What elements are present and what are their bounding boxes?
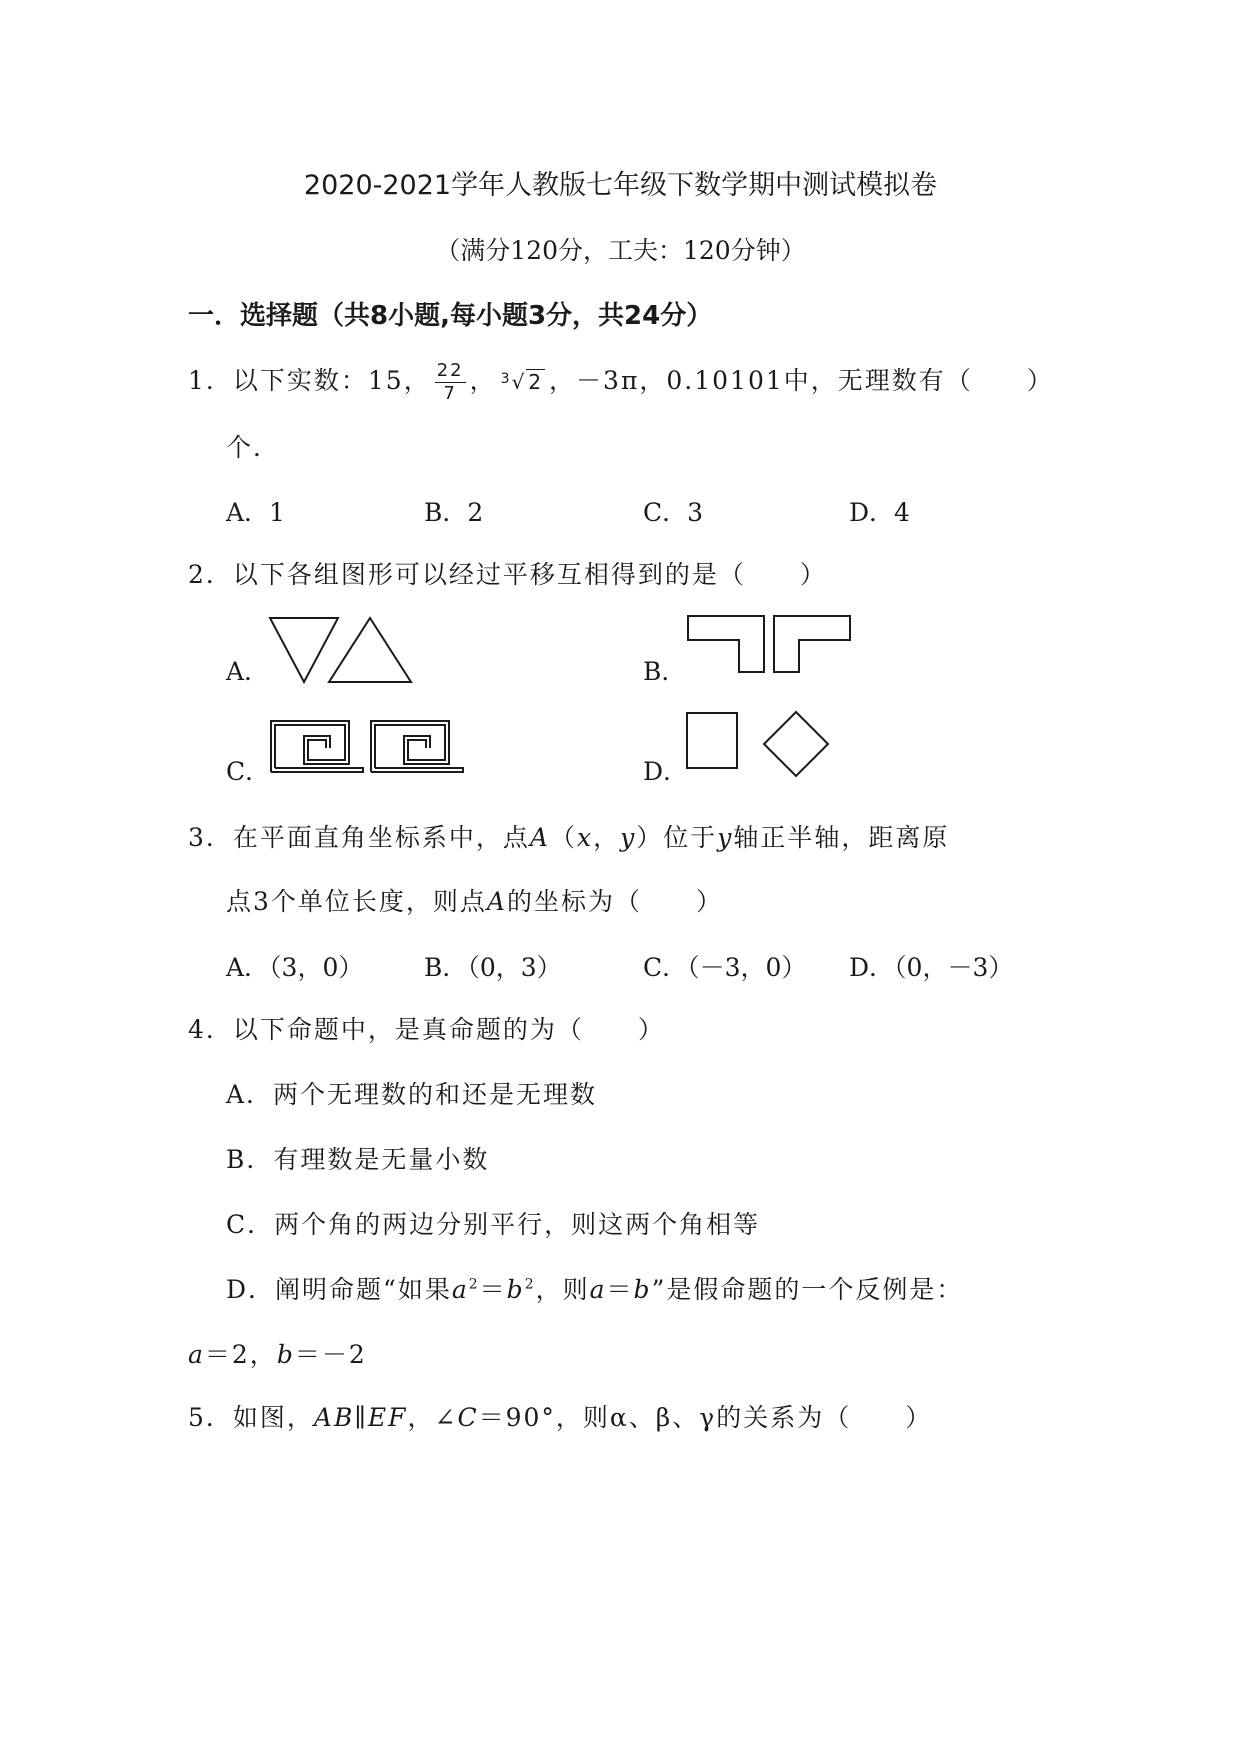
- q3-text-b: （: [549, 823, 577, 852]
- q1-separator: ，: [469, 366, 497, 395]
- inverted-triangle-shape: [270, 618, 338, 682]
- q2-label-c: C．: [226, 757, 271, 786]
- q4d-text-2: ，则: [535, 1275, 590, 1304]
- question-5-text: [188, 1398, 932, 1434]
- q3-option-d: D．（0，－3）: [849, 953, 1014, 982]
- page-subtitle: （满分120分，工夫：120分钟）: [435, 236, 806, 265]
- l-shape-left: [688, 616, 764, 672]
- question-3-line-2: [226, 882, 723, 918]
- q3-line2-point-a: A: [486, 887, 507, 916]
- meander-shape-right: [371, 721, 463, 772]
- q1-cube-root: $^3$√ 2: [500, 370, 544, 394]
- q4d-var-b-squared: b: [506, 1275, 525, 1304]
- q4d-var-a: a: [589, 1275, 607, 1304]
- section-heading: 一．选择题（共8小题,每小题3分，共24分）: [188, 301, 713, 331]
- q4-option-b: B．有理数是无量小数: [226, 1145, 490, 1174]
- q4-option-d-line-2: [188, 1335, 367, 1371]
- q1-prefix: 1．以下实数：15，: [188, 366, 431, 395]
- q3-var-y: y: [620, 823, 637, 852]
- q5-angle-prefix: ，∠: [407, 1403, 458, 1432]
- q4d-line2-value-b: ＝－2: [294, 1340, 367, 1369]
- question-1-line-2: 个．: [226, 433, 281, 462]
- q2-figure-d: [683, 710, 833, 782]
- question-1-line-1: [188, 360, 1054, 405]
- q1-suffix: ，－3π，0.10101中，无理数有（ ）: [549, 366, 1054, 395]
- q4d-text-1: D．阐明命题“如果: [226, 1275, 452, 1304]
- q4d-equals-2: ＝: [606, 1275, 634, 1304]
- page-title: 2020-2021学年人教版七年级下数学期中测试模拟卷: [303, 170, 938, 201]
- meander-shape-left: [271, 721, 363, 772]
- q4d-exponent-2: 2: [524, 1276, 536, 1293]
- q4d-line2-var-a: a: [188, 1340, 205, 1369]
- q1-fraction-denominator: 7: [443, 383, 457, 404]
- q2-figure-c: [268, 718, 468, 774]
- diamond-shape: [764, 712, 828, 776]
- q3-text-c: ）位于: [636, 823, 718, 852]
- q5-point-c: C: [457, 1403, 479, 1432]
- upright-triangle-shape: [329, 618, 411, 682]
- q3-line2-text-b: 的坐标为（ ）: [506, 887, 723, 916]
- q2-label-a: A．: [226, 657, 270, 686]
- q2-figure-a: [268, 615, 418, 687]
- q1-root-body: 2: [528, 370, 544, 394]
- square-shape: [687, 713, 737, 768]
- q4d-line2-value-a: ＝2，: [204, 1340, 277, 1369]
- q5-parallel-symbol: ∥: [354, 1403, 368, 1432]
- q4-option-a: A．两个无理数的和还是无理数: [226, 1080, 598, 1109]
- q3-var-y-axis: y: [717, 823, 734, 852]
- q2-figure-b: [686, 614, 856, 676]
- q3-point-a: A: [529, 823, 550, 852]
- q3-comma: ，: [593, 823, 621, 852]
- q5-prefix: 5．如图，: [188, 1403, 314, 1432]
- q1-fraction-numerator: 22: [436, 360, 464, 381]
- q3-text-d: 轴正半轴，距离原: [733, 823, 950, 852]
- q2-label-d: D．: [643, 757, 689, 786]
- q3-var-x: x: [577, 823, 594, 852]
- q3-option-a: A．（3，0）: [226, 953, 364, 982]
- q1-root-index: 3: [500, 371, 512, 387]
- q1-option-d: D．4: [849, 498, 910, 527]
- q1-option-b: B．2: [424, 498, 484, 527]
- q4-option-c: C．两个角的两边分别平行，则这两个角相等: [226, 1210, 761, 1239]
- q4-option-d-line-1: [226, 1270, 963, 1306]
- question-4-text: 4．以下命题中，是真命题的为（ ）: [188, 1015, 665, 1044]
- q3-option-c: C．（－3，0）: [643, 953, 807, 982]
- question-3-line-1: [188, 818, 949, 854]
- question-2-text: 2．以下各组图形可以经过平移互相得到的是（ ）: [188, 560, 827, 589]
- q5-segment-ab: AB: [313, 1403, 355, 1432]
- q4d-equals-1: ＝: [479, 1275, 507, 1304]
- q4d-exponent-1: 2: [468, 1276, 480, 1293]
- q1-option-c: C．3: [643, 498, 704, 527]
- q5-suffix: ＝90°，则α、β、γ的关系为（ ）: [478, 1403, 933, 1432]
- q3-option-b: B．（0，3）: [424, 953, 562, 982]
- q4d-var-a-squared: a: [451, 1275, 469, 1304]
- q1-option-a: A．1: [226, 498, 285, 527]
- q5-segment-ef: EF: [367, 1403, 408, 1432]
- l-shape-right: [774, 616, 850, 672]
- q1-fraction: [435, 360, 466, 405]
- q4d-line2-var-b: b: [276, 1340, 295, 1369]
- q4d-text-3: ”是假命题的一个反例是：: [651, 1275, 964, 1304]
- q3-text-a: 3．在平面直角坐标系中，点: [188, 823, 530, 852]
- q4d-var-b: b: [633, 1275, 652, 1304]
- q2-label-b: B．: [643, 657, 687, 686]
- q3-line2-text-a: 点3个单位长度，则点: [226, 887, 487, 916]
